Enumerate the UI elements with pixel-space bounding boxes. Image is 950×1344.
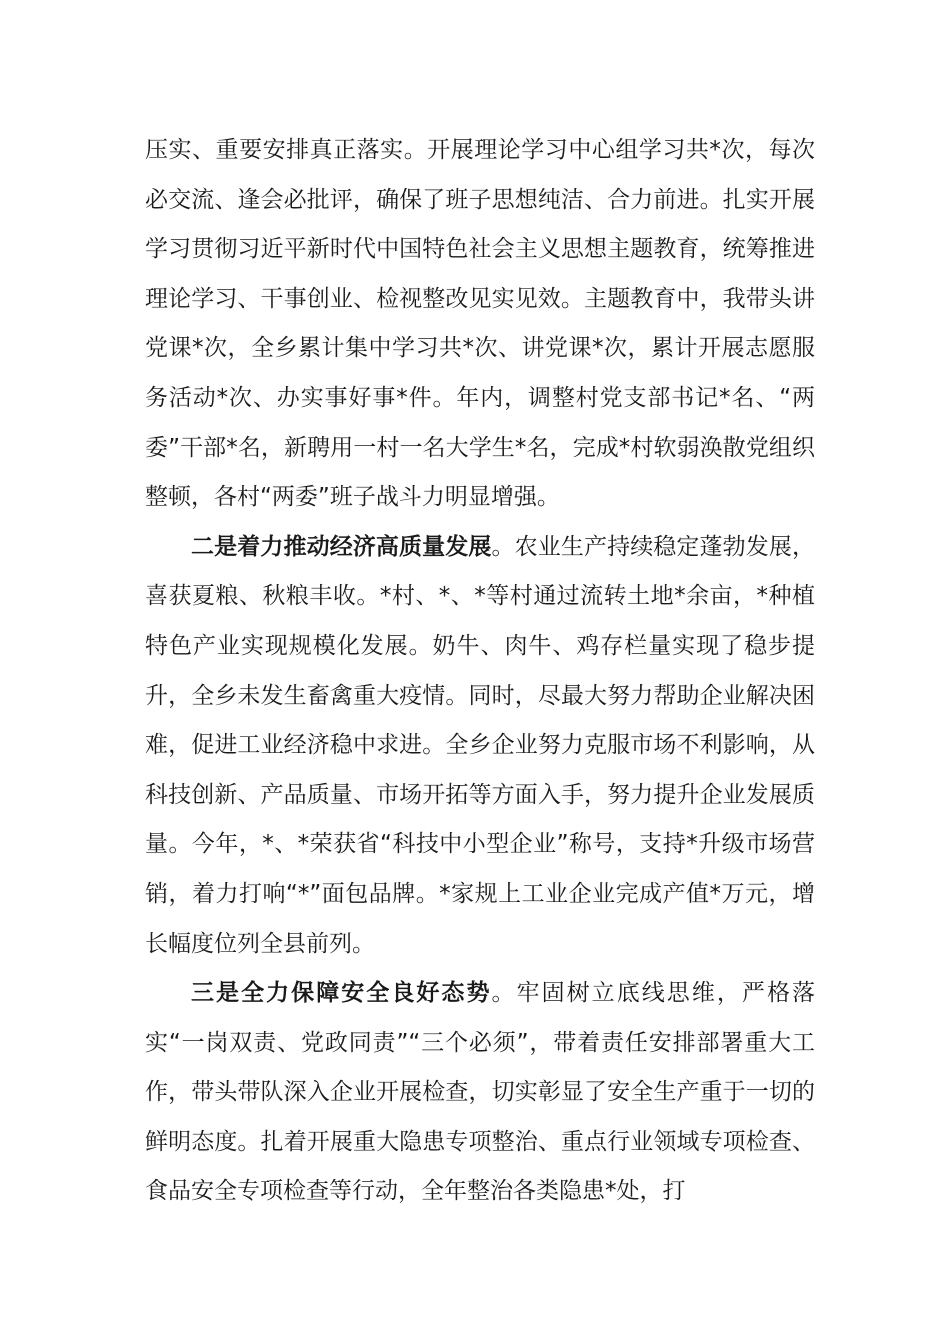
paragraph-safety [145,969,815,1217]
paragraph-text: 。牢固树立底线思维，严格落实“一岗双责、党政同责”“三个必须”，带着责任安排部署重大工作，带头带队深入企业开展检查，切实彰显了安全生产重于一切的鲜明态度。扎着开展重大隐患专项整治、重点行业领域专项检查、食品安全专项检查等行动，全年整治各类隐患*处，打 [145,980,816,1205]
paragraph-text: 压实、重要安排真正落实。开展理论学习中心组学习共*次，每次必交流、逢会必批评，确保了班子思想纯洁、合力前进。扎实开展学习贯彻习近平新时代中国特色社会主义思想主题教育，统筹推进理论学习、干事创业、检视整改见实见效。主题教育中，我带头讲党课*次，全乡累计集中学习共*次、讲党课*次，累计开展志愿服务活动*次、办实事好事*件。年内，调整村党支部书记*名、“两委”干部*名，新聘用一村一名大学生*名，完成*村软弱涣散党组织整顿，各村“两委”班子战斗力明显增强。 [145,137,815,511]
paragraph-party-building [145,126,815,523]
paragraph-text: 。农业生产持续稳定蓬勃发展，喜获夏粮、秋粮丰收。*村、*、*等村通过流转土地*余亩，*种植特色产业实现规模化发展。奶牛、肉牛、鸡存栏量实现了稳步提升，全乡未发生畜禽重大疫情。同时，尽最大努力帮助企业解决困难，促进工业经济稳中求进。全乡企业努力克服市场不利影响，从科技创新、产品质量、市场开拓等方面入手，努力提升企业发展质量。今年，*、*荣获省“科技中小型企业”称号，支持*升级市场营销，着力打响“*”面包品牌。*家规上工业企业完成产值*万元，增长幅度位列全县前列。 [145,533,816,957]
paragraph-heading: 二是着力推动经济高质量发展 [191,533,492,560]
paragraph-heading: 三是全力保障安全良好态势 [191,980,492,1007]
document-body [145,126,815,1217]
paragraph-economic-development [145,523,815,969]
